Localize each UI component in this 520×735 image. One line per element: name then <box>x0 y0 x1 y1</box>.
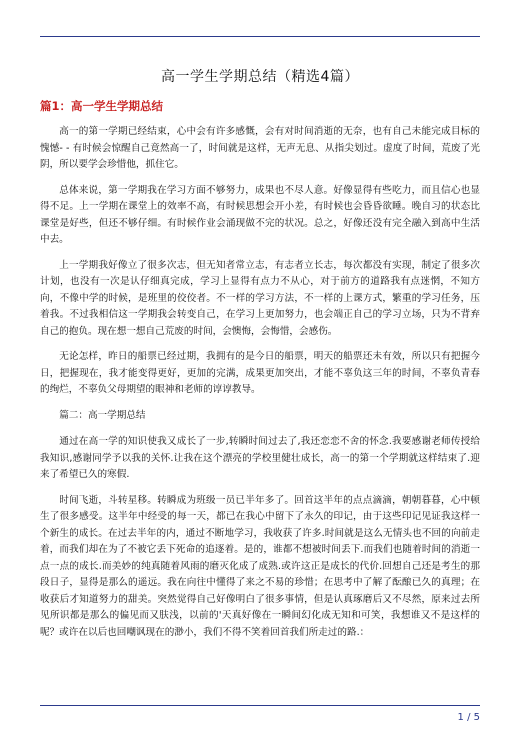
document-title: 高一学生学期总结（精选4篇） <box>161 69 359 85</box>
section-title-1: 篇1：高一学生学期总结 <box>40 99 164 113</box>
paragraph-5: 通过在高一学的知识使我又成长了一步,转瞬时间过去了,我还恋恋不舍的怀念.我要感谢老师传授给我知识,感谢同学予以我的关怀.让我在这个漂亮的学校里健壮成长，高一的第一个学期就这样结束了.迎来了希望已久的寒假. <box>40 436 480 480</box>
paragraph-3: 上一学期我好像立了很多次志，但无知者常立志，有志者立长志，每次都没有实现，制定了很多次计划，也没有一次是认仔细真完成，学习上显得有点力不从心，对于前方的道路我有点迷惘，不知方向，不像中学的时候，是班里的佼佼者。不一样的学习方法，不一样的上课方式，繁重的学习任务，压着我。不过我相信这一学期我会转变自己，在学习上更加努力，也会端正自己的学习立场，只为不背弃自己的抱负。现在想一想自己荒废的时间，会懊悔，会悔惜，会感伤。 <box>40 259 480 337</box>
document-body <box>40 44 480 650</box>
page-number: 1 / 5 <box>457 712 480 723</box>
header-rule <box>40 36 480 37</box>
paragraph-1: 高一的第一学期已经结束，心中会有许多感慨，会有对时间消逝的无奈，也有自己未能完成目标的愧憾- - 有时候会惊醒自己竟然高一了，时间就是这样，无声无息、从指尖划过。虚度了时间，荒废了光阴，所以要学会珍惜他，抓住它。 <box>40 126 480 170</box>
paragraph-2: 总体来说，第一学期我在学习方面不够努力，成果也不尽人意。好像显得有些吃力，而且信心也显得不足。上一学期在课堂上的效率不高，有时候思想会开小差，有时候也会昏昏欲睡。晚自习的状态比课堂是好些，但还不够仔细。有时候作业会涌现做不完的状况。总之，好像还没有完全融入到高中生活中去。 <box>40 184 480 245</box>
paragraph-6: 时间飞逝，斗转星移。转瞬成为班级一员已半年多了。回首这半年的点点滴滴，朝朝暮暮，心中顿生了很多感受。这半年中经受的每一天，都已在我心中留下了永久的印记，由于这些印记见证我这样一个新生的成长。在过去半年的内，通过不断地学习，我收获了许多.时间就是这么无情头也不回的向前走着，而我们却在为了不被它丢下死命的追逐着。是的，谁都不想被时间丢下.而我们也随着时间的消逝一点一点的成长.而美妙的纯真随着风雨的磨灭化成了成熟.或许这正是成长的代价.回想自己还是考生的那段日子，显得是那么的遥远。我在向往中懂得了来之不易的珍惜；在思考中了解了酝酿已久的真理；在收获后才知道努力的甜美。突然觉得自己好像明白了很多事情，但是认真琢磨后又不尽然，原来过去所见所识都是那么的偏见而又肤浅，以前的'天真好像在一瞬间幻化成无知和可笑，我想谁又不是这样的呢？或许在以后也回嘲讽现在的渺小，我们不得不笑着回首我们所走过的路.： <box>40 494 480 638</box>
footer-rule <box>40 705 480 706</box>
section-title-2: 篇二：高一学期总结 <box>59 409 146 421</box>
paragraph-4: 无论怎样，昨日的船票已经过期，我拥有的是今日的船票，明天的船票还未有效，所以只有把握今日，把握现在，我才能变得更好，更加的完满，成果更加突出，才能不辜负这三年的时间，不辜负青春的绚烂，不辜负父母期望的眼神和老师的谆谆教导。 <box>40 351 480 395</box>
